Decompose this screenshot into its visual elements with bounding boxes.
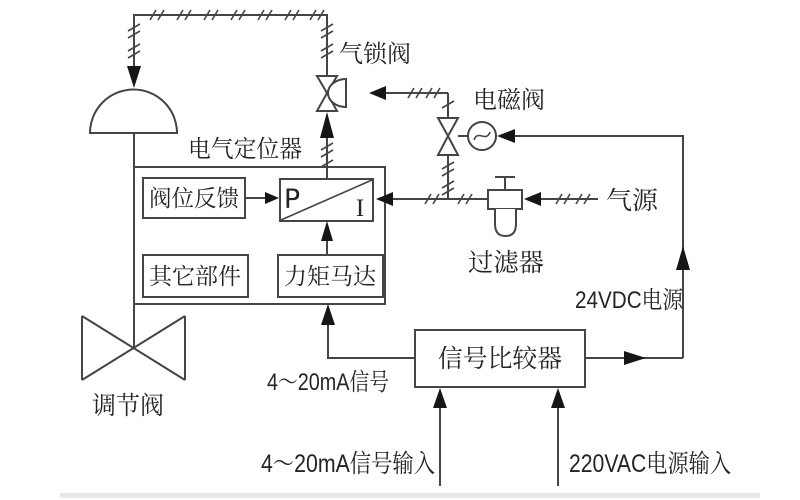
label-24vdc-power: 24VDC电源 [575,287,684,314]
label-420ma-signal-input: 4～20mA信号输入 [261,450,435,478]
label-valve-feedback: 阀位反馈 [149,185,239,211]
air-lock-valve-symbol [317,76,346,111]
label-signal-comparator: 信号比较器 [438,345,562,373]
pi-converter-box [280,179,373,222]
electric-line-420ma-input [433,388,447,486]
arrow-comparator-output [624,351,646,365]
line-break-marks [128,24,333,58]
arrow-up-24vdc [676,246,690,270]
pneumatic-line-top [127,10,333,88]
filter-symbol [488,177,522,236]
arrow-into-actuator [127,66,141,88]
label-filter: 过滤器 [468,249,544,277]
label-pi-i: I [355,195,365,222]
pneumatic-line-solenoid-branch [442,155,454,199]
electric-line-comparator-output [585,351,683,365]
electric-line-220vac-input [551,388,565,486]
electric-line-24vdc [497,129,690,358]
pneumatic-line-air-supply [376,177,598,236]
label-other-parts: 其它部件 [149,263,241,289]
label-torque-motor: 力矩马达 [284,263,376,289]
label-220vac-power-input: 220VAC电源输入 [569,450,731,478]
arrow-into-airlock-valve [320,112,334,138]
arrow-into-torque-motor [321,304,335,325]
electric-line-420ma-signal [321,304,415,358]
scan-artifact [60,493,760,498]
label-420ma-signal: 4～20mA信号 [267,369,389,396]
solenoid-valve-symbol [438,118,496,155]
pneumatic-line-to-airlock-actuator [369,86,454,118]
label-air-lock-valve: 气锁阀 [339,41,411,68]
arrow-into-solenoid [497,129,515,143]
arrow-into-comparator-right [551,388,565,408]
label-positioner: 电气定位器 [188,136,302,163]
arrow-into-comparator-left [433,388,447,408]
label-air-source: 气源 [606,187,660,215]
arrow-into-airlock-actuator [369,86,386,100]
label-pi-p: P [283,184,301,215]
arrow-into-filter [524,192,541,206]
label-solenoid-valve: 电磁阀 [473,87,545,114]
label-control-valve: 调节阀 [92,392,164,420]
